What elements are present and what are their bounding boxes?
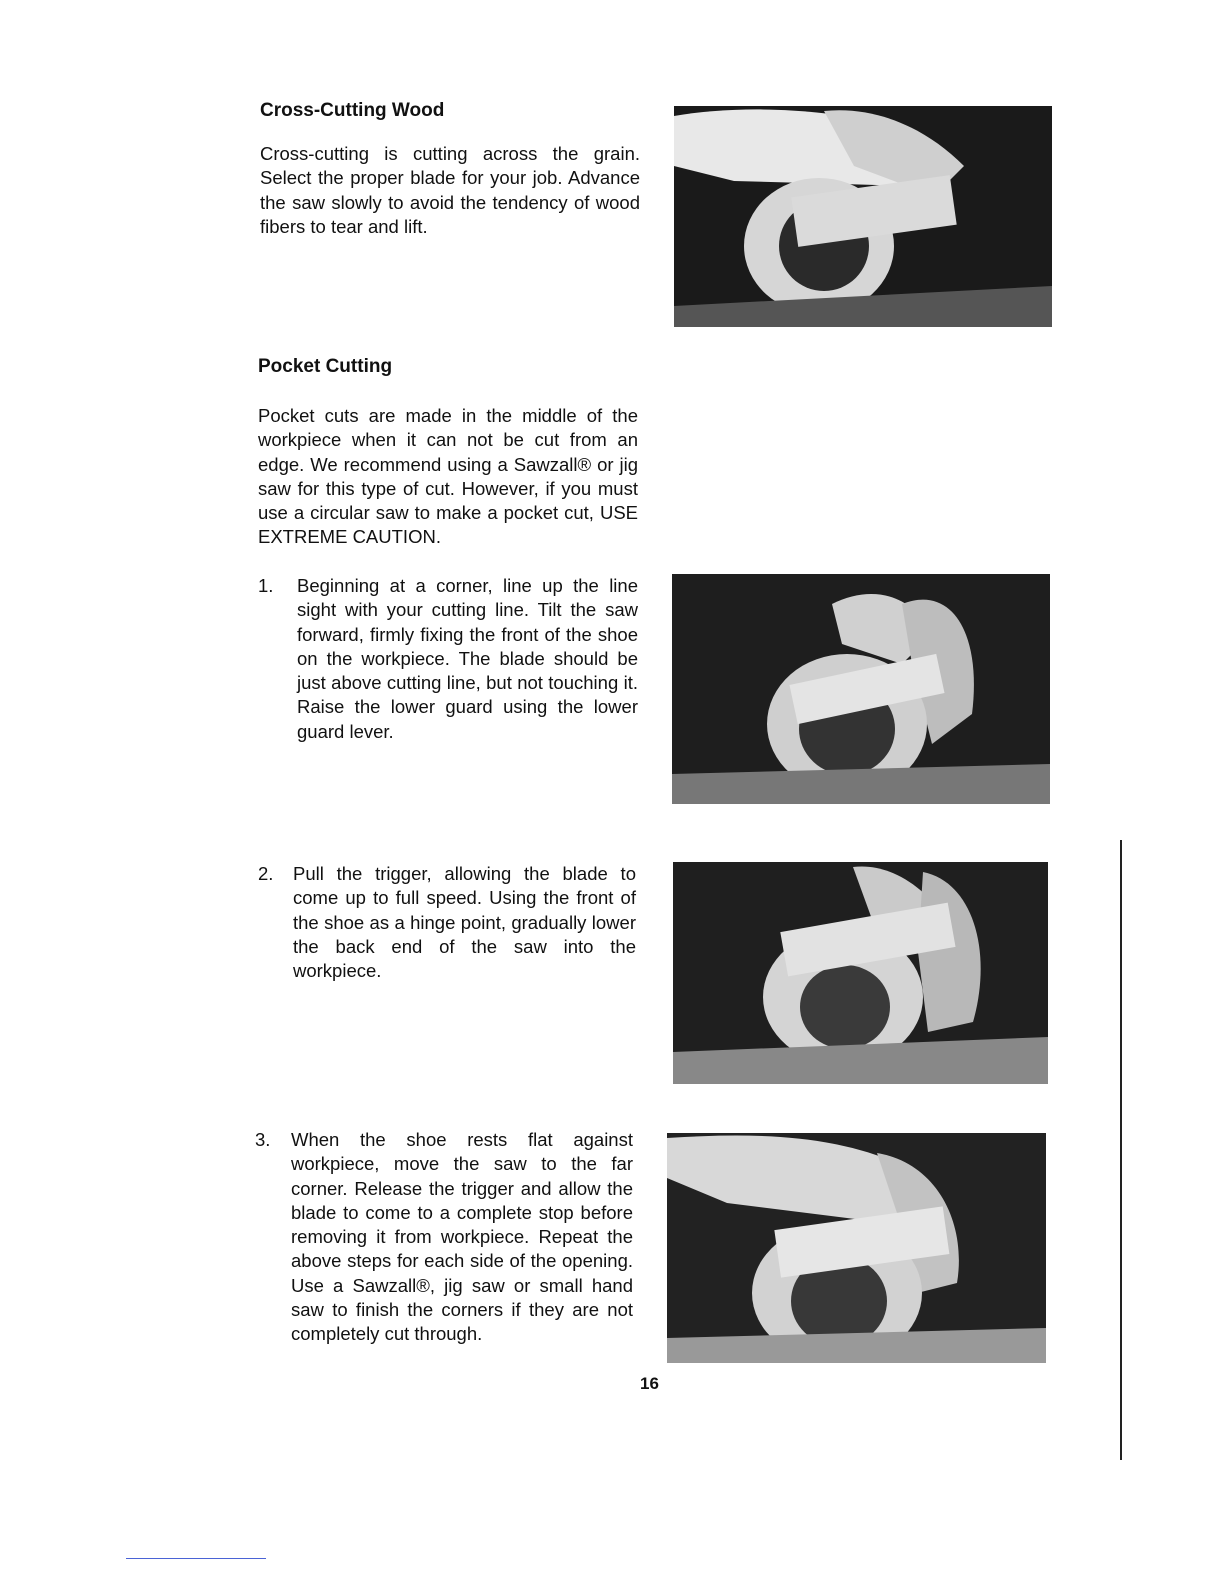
footnote-rule (126, 1558, 266, 1559)
step-2-text: Pull the trigger, allowing the blade to come up to full speed. Using the front of the shoe as a hinge point, gradually lower the back end of the saw into the workpiece. (293, 863, 636, 982)
step-2-photo (673, 862, 1048, 1084)
step-1-photo (672, 574, 1050, 804)
crosscut-paragraph: Cross-cutting is cutting across the grain. Select the proper blade for your job. Advance the saw slowly to avoid the tendency of wood fibers to tear and lift. (260, 143, 640, 237)
crosscut-heading: Cross-Cutting Wood (260, 100, 445, 121)
step-1-number: 1. (258, 575, 274, 596)
page-number: 16 (640, 1374, 659, 1393)
step-3-number: 3. (255, 1129, 271, 1150)
step-2-number: 2. (258, 863, 274, 884)
step-3-text: When the shoe rests flat against workpiece, move the saw to the far corner. Release the trigger and allow the blade to come to a complete stop before removing it from workpiece. Repeat the above steps for each side of the opening. Use a Sawzall®, jig saw or small hand saw to finish the corners if they are not completely cut through. (291, 1129, 633, 1345)
pocket-intro-paragraph: Pocket cuts are made in the middle of the workpiece when it can not be cut from an edge. We recommend using a Sawzall® or jig saw for this type of cut. However, if you must use a circular saw to make a pocket cut, USE EXTREME CAUTION. (258, 405, 638, 548)
right-margin-rule (1120, 840, 1122, 1460)
pocket-heading: Pocket Cutting (258, 356, 393, 377)
step-3-photo (667, 1133, 1046, 1363)
step-1-text: Beginning at a corner, line up the line sight with your cutting line. Tilt the saw forward, firmly fixing the front of the shoe on the workpiece. The blade should be just above cutting line, but not touching it. Raise the lower guard using the lower guard lever. (297, 575, 638, 742)
crosscut-photo (674, 106, 1052, 327)
